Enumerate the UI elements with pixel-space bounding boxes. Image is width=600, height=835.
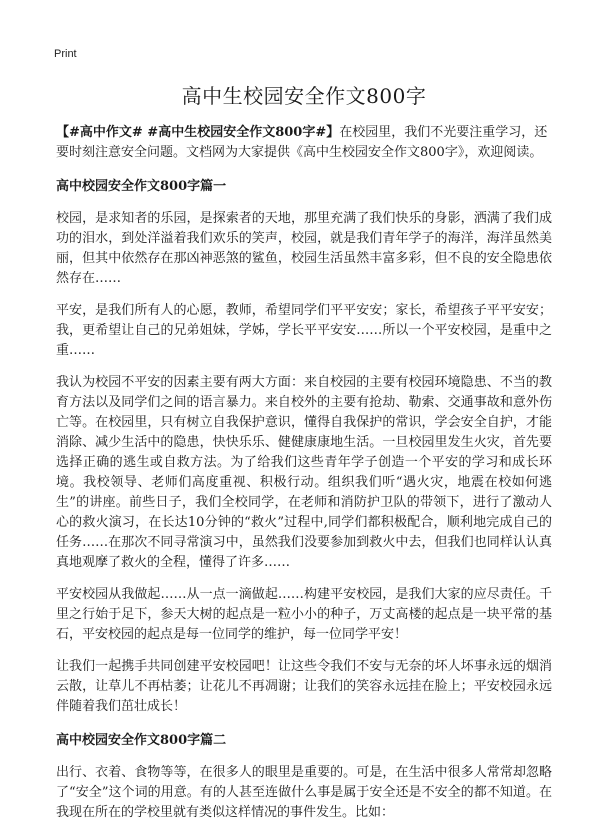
section-heading-1: 高中校园安全作文800字篇一: [56, 179, 227, 194]
paragraph: 让我们一起携手共同创建平安校园吧！让这些令我们不安与无奈的坏人坏事永远的烟消云散，让草儿不再枯萎；让花儿不再凋谢；让我们的笑容永远挂在脸上；平安校园永远伴随着我们茁壮成长！: [56, 659, 552, 714]
page-title: 高中生校园安全作文800字: [181, 84, 427, 108]
print-link[interactable]: Print: [54, 48, 77, 60]
paragraph: 我认为校园不平安的因素主要有两大方面：来自校园的主要有校园环境隐患、不当的教育方法以及同学们之间的语言暴力。来自校外的主要有抢劫、勒索、交通事故和意外伤亡等。在校园里，只有树立自我保护意识，懂得自我保护的常识，学会安全自护，才能消除、减少生活中的隐患，快快乐乐、健健康康地生活。一旦校园里发生火灾，首先要选择正确的逃生或自救方法。为了给我们这些青年学子创造一个平安的学习和成长环境。我校领导、老师们高度重视、积极行动。组织我们听“遇火灾，地震在校如何逃生”的讲座。前些日子，我们全校同学，在老师和消防护卫队的带领下，进行了激动人心的救火演习，在长达10分钟的“救火”过程中,同学们都积极配合，顺利地完成自己的任务……在那次不同寻常演习中，虽然我们没要参加到救火中去，但我们也同样认认真真地观摩了救火的全程，懂得了许多……: [56, 375, 552, 570]
article: [56, 80, 552, 835]
paragraph: 出行、衣着、食物等等，在很多人的眼里是重要的。可是，在生活中很多人常常却忽略了“安全”这个词的用意。有的人甚至连做什么事是属于安全还是不安全的都不知道。在我现在所在的学校里就有类似这样情况的事件发生。比如：: [56, 765, 552, 820]
section-heading-2: 高中校园安全作文800字篇二: [56, 733, 227, 748]
paragraph: 平安，是我们所有人的心愿，教师，希望同学们平平安安；家长，希望孩子平平安安；我，更希望让自己的兄弟姐妹，学姊，学长平平安安……所以一个平安校园，是重中之重……: [56, 303, 552, 358]
intro-text: 在校园里，我们不光要注重学习，还要时刻注意安全问题。文档网为大家提供《高中生校园安全作文800字》，欢迎阅读。: [56, 125, 548, 160]
intro-paragraph: [56, 123, 552, 163]
paragraph: 平安校园从我做起……从一点一滴做起……构建平安校园，是我们大家的应尽责任。千里之行始于足下，参天大树的起点是一粒小小的种子，万丈高楼的起点是一块平常的基石，平安校园的起点是每一位同学的维护，每一位同学平安！: [56, 587, 552, 642]
intro-tag: 【#高中作文# #高中生校园安全作文800字#】: [56, 125, 340, 140]
paragraph: 校园，是求知者的乐园，是探索者的天地，那里充满了我们快乐的身影，洒满了我们成功的泪水，到处洋溢着我们欢乐的笑声，校园，就是我们青年学子的海洋，海洋虽然美丽，但其中依然存在那凶神恶煞的鲨鱼，校园生活虽然丰富多彩，但不良的安全隐患依然存在……: [56, 211, 552, 286]
